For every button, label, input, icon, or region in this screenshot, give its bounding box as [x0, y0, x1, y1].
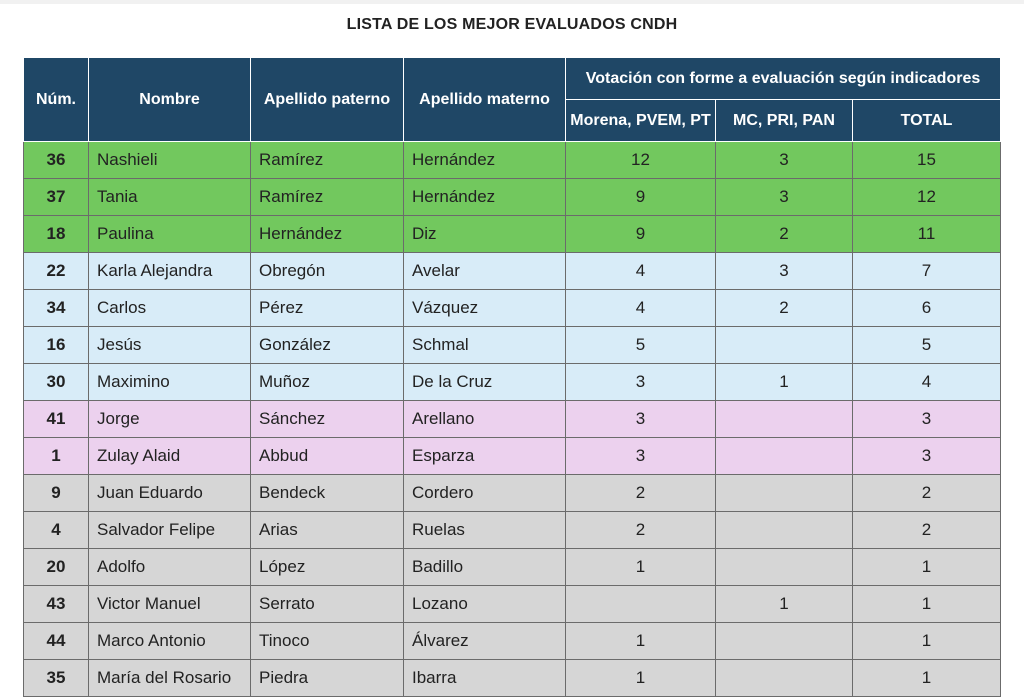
cell-apellido-materno: Álvarez — [404, 623, 566, 660]
cell-num: 1 — [24, 438, 89, 475]
cell-nombre: Jorge — [89, 401, 251, 438]
cell-nombre: Juan Eduardo — [89, 475, 251, 512]
cell-apellido-materno: Lozano — [404, 586, 566, 623]
cell-apellido-materno: Ruelas — [404, 512, 566, 549]
cell-num: 35 — [24, 660, 89, 697]
cell-nombre: Marco Antonio — [89, 623, 251, 660]
cell-num: 30 — [24, 364, 89, 401]
cell-apellido-paterno: Obregón — [251, 253, 404, 290]
cell-nombre: Paulina — [89, 216, 251, 253]
cell-morena: 3 — [566, 438, 716, 475]
evaluation-table — [23, 57, 1001, 697]
cell-total: 7 — [853, 253, 1001, 290]
cell-nombre: Victor Manuel — [89, 586, 251, 623]
cell-num: 36 — [24, 142, 89, 179]
header-total: TOTAL — [853, 100, 1001, 142]
cell-mc: 3 — [716, 142, 853, 179]
cell-nombre: Salvador Felipe — [89, 512, 251, 549]
cell-morena: 5 — [566, 327, 716, 364]
table-row — [24, 179, 1001, 216]
table-row — [24, 216, 1001, 253]
cell-morena — [566, 586, 716, 623]
cell-apellido-paterno: Pérez — [251, 290, 404, 327]
cell-total: 2 — [853, 475, 1001, 512]
cell-total: 1 — [853, 586, 1001, 623]
cell-total: 1 — [853, 623, 1001, 660]
table-row — [24, 253, 1001, 290]
table-row — [24, 475, 1001, 512]
cell-total: 1 — [853, 660, 1001, 697]
cell-total: 12 — [853, 179, 1001, 216]
cell-nombre: Carlos — [89, 290, 251, 327]
cell-nombre: Tania — [89, 179, 251, 216]
cell-mc: 3 — [716, 253, 853, 290]
table-row — [24, 401, 1001, 438]
cell-apellido-materno: Hernández — [404, 179, 566, 216]
cell-nombre: Zulay Alaid — [89, 438, 251, 475]
cell-total: 6 — [853, 290, 1001, 327]
cell-mc: 2 — [716, 216, 853, 253]
header-apellido-paterno: Apellido paterno — [251, 58, 404, 142]
cell-apellido-materno: Esparza — [404, 438, 566, 475]
cell-nombre: Nashieli — [89, 142, 251, 179]
page-title: LISTA DE LOS MEJOR EVALUADOS CNDH — [346, 16, 678, 33]
header-mc: MC, PRI, PAN — [716, 100, 853, 142]
cell-total: 2 — [853, 512, 1001, 549]
cell-morena: 4 — [566, 290, 716, 327]
cell-mc — [716, 512, 853, 549]
cell-num: 43 — [24, 586, 89, 623]
table-row — [24, 364, 1001, 401]
cell-apellido-materno: Ibarra — [404, 660, 566, 697]
cell-morena: 3 — [566, 364, 716, 401]
cell-morena: 1 — [566, 549, 716, 586]
cell-morena: 2 — [566, 475, 716, 512]
cell-mc: 1 — [716, 364, 853, 401]
cell-num: 37 — [24, 179, 89, 216]
cell-apellido-materno: Vázquez — [404, 290, 566, 327]
table-row — [24, 438, 1001, 475]
cell-apellido-paterno: Hernández — [251, 216, 404, 253]
cell-total: 3 — [853, 438, 1001, 475]
cell-nombre: Maximino — [89, 364, 251, 401]
cell-mc — [716, 475, 853, 512]
cell-total: 1 — [853, 549, 1001, 586]
table-row — [24, 327, 1001, 364]
cell-morena: 1 — [566, 623, 716, 660]
cell-nombre: Jesús — [89, 327, 251, 364]
cell-num: 34 — [24, 290, 89, 327]
cell-num: 9 — [24, 475, 89, 512]
cell-mc — [716, 549, 853, 586]
cell-apellido-paterno: Tinoco — [251, 623, 404, 660]
header-morena: Morena, PVEM, PT — [566, 100, 716, 142]
cell-apellido-paterno: Ramírez — [251, 179, 404, 216]
cell-apellido-materno: Arellano — [404, 401, 566, 438]
table-body — [24, 142, 1001, 697]
cell-morena: 12 — [566, 142, 716, 179]
cell-mc — [716, 660, 853, 697]
cell-apellido-paterno: Sánchez — [251, 401, 404, 438]
cell-morena: 9 — [566, 216, 716, 253]
cell-apellido-materno: Hernández — [404, 142, 566, 179]
cell-morena: 9 — [566, 179, 716, 216]
cell-apellido-materno: Avelar — [404, 253, 566, 290]
cell-num: 20 — [24, 549, 89, 586]
cell-total: 11 — [853, 216, 1001, 253]
cell-apellido-paterno: Muñoz — [251, 364, 404, 401]
table-row — [24, 549, 1001, 586]
cell-morena: 1 — [566, 660, 716, 697]
cell-nombre: Karla Alejandra — [89, 253, 251, 290]
table-row — [24, 586, 1001, 623]
header-apellido-materno: Apellido materno — [404, 58, 566, 142]
cell-apellido-paterno: González — [251, 327, 404, 364]
table-header — [24, 58, 1001, 142]
cell-apellido-paterno: Piedra — [251, 660, 404, 697]
cell-total: 4 — [853, 364, 1001, 401]
cell-num: 16 — [24, 327, 89, 364]
table-row — [24, 142, 1001, 179]
cell-apellido-paterno: Serrato — [251, 586, 404, 623]
cell-mc: 1 — [716, 586, 853, 623]
cell-mc: 2 — [716, 290, 853, 327]
cell-total: 5 — [853, 327, 1001, 364]
cell-total: 3 — [853, 401, 1001, 438]
cell-apellido-materno: Diz — [404, 216, 566, 253]
cell-apellido-paterno: Bendeck — [251, 475, 404, 512]
cell-apellido-materno: De la Cruz — [404, 364, 566, 401]
table-row — [24, 623, 1001, 660]
cell-apellido-materno: Schmal — [404, 327, 566, 364]
cell-morena: 2 — [566, 512, 716, 549]
cell-mc — [716, 327, 853, 364]
cell-morena: 4 — [566, 253, 716, 290]
cell-apellido-materno: Cordero — [404, 475, 566, 512]
cell-mc — [716, 623, 853, 660]
cell-num: 18 — [24, 216, 89, 253]
cell-apellido-paterno: López — [251, 549, 404, 586]
header-votacion: Votación con forme a evaluación según indicadores — [566, 58, 1001, 100]
cell-num: 44 — [24, 623, 89, 660]
table-row — [24, 512, 1001, 549]
cell-morena: 3 — [566, 401, 716, 438]
table-row — [24, 660, 1001, 697]
cell-apellido-paterno: Ramírez — [251, 142, 404, 179]
cell-mc — [716, 438, 853, 475]
cell-nombre: María del Rosario — [89, 660, 251, 697]
cell-nombre: Adolfo — [89, 549, 251, 586]
cell-num: 22 — [24, 253, 89, 290]
cell-num: 4 — [24, 512, 89, 549]
cell-apellido-paterno: Arias — [251, 512, 404, 549]
top-border — [0, 0, 1024, 4]
cell-num: 41 — [24, 401, 89, 438]
cell-apellido-paterno: Abbud — [251, 438, 404, 475]
cell-mc: 3 — [716, 179, 853, 216]
header-nombre: Nombre — [89, 58, 251, 142]
cell-total: 15 — [853, 142, 1001, 179]
header-num: Núm. — [24, 58, 89, 142]
table-row — [24, 290, 1001, 327]
cell-mc — [716, 401, 853, 438]
cell-apellido-materno: Badillo — [404, 549, 566, 586]
